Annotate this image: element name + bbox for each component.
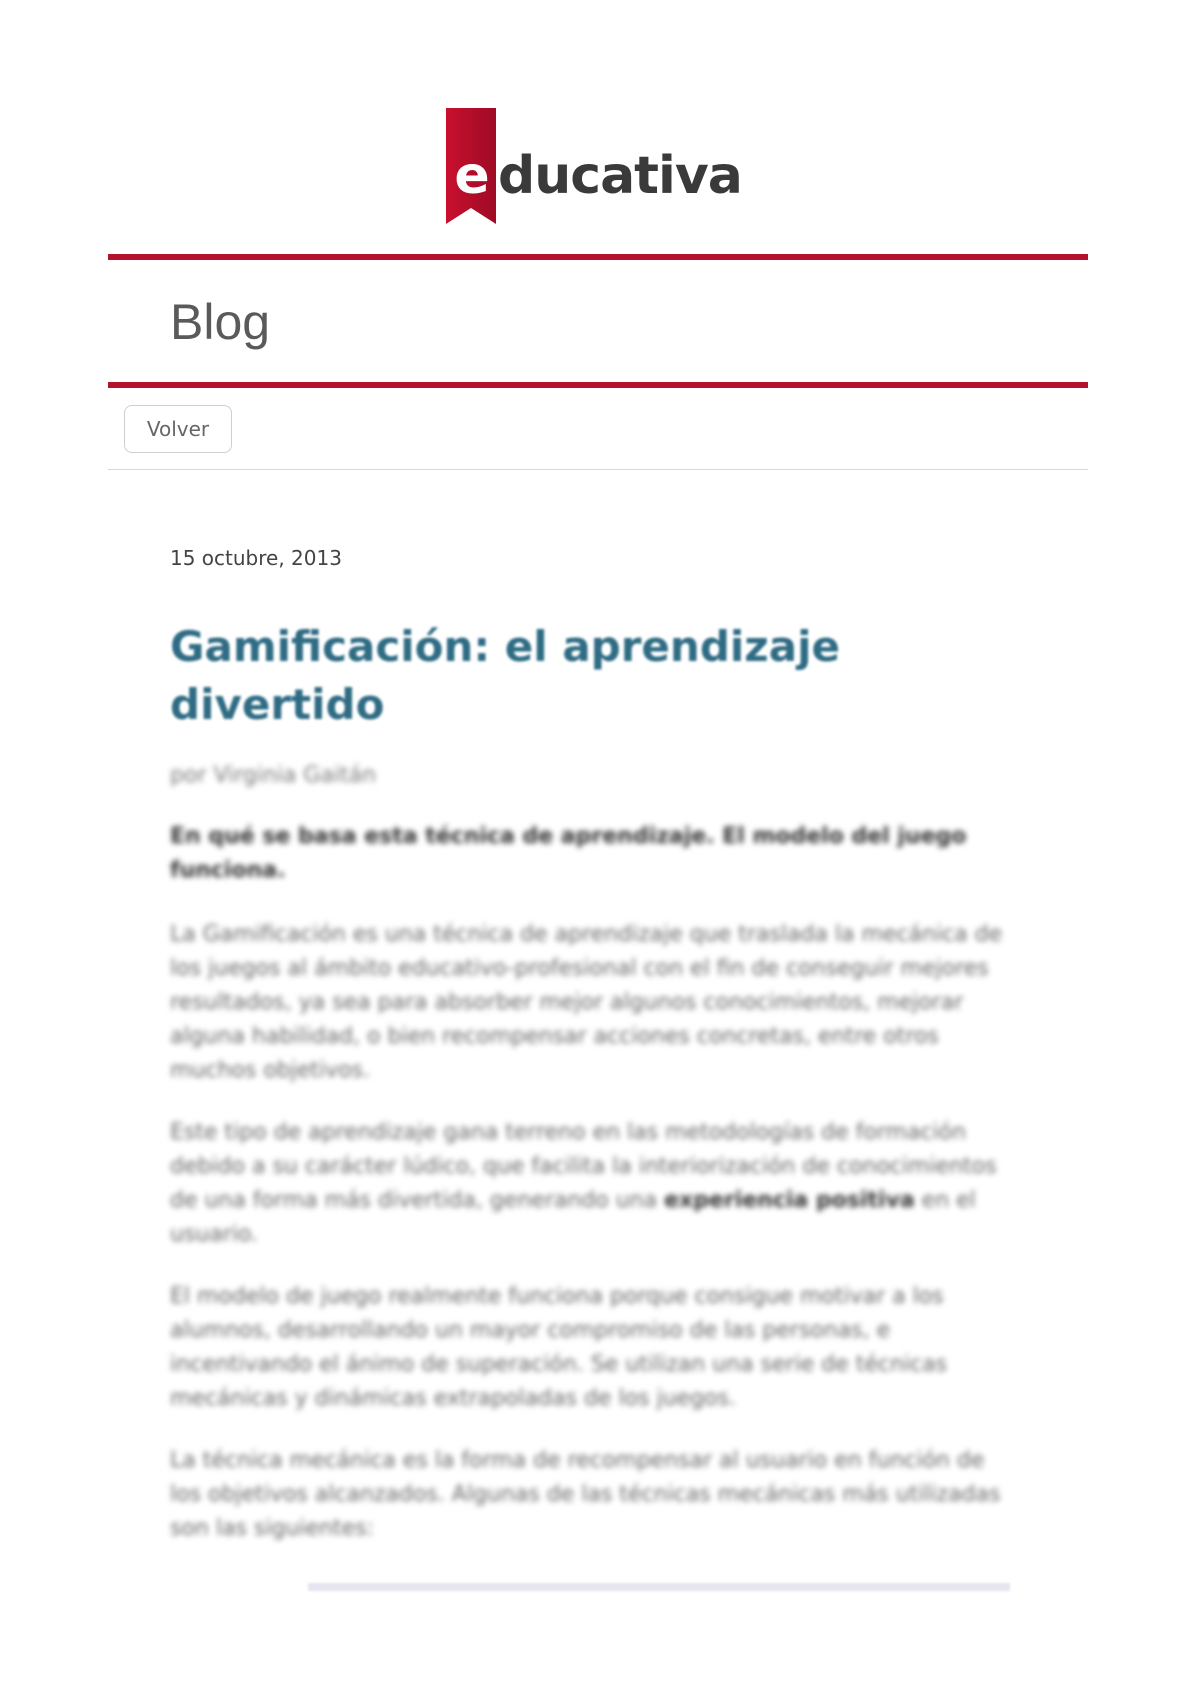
header-divider-top: [108, 254, 1088, 260]
header-divider-bottom: [108, 382, 1088, 388]
back-button[interactable]: Volver: [124, 405, 232, 453]
paragraph-2-start: Este tipo de aprendizaje gana terreno en las metodologías de formación debido a su carácter lúdico, que facilita la interiorización de conocimientos de una forma más divertida, generando una: [170, 1120, 997, 1213]
toolbar-divider: [108, 469, 1088, 470]
paragraph-2-highlight: experiencia positiva: [664, 1188, 915, 1213]
paragraph-1: La Gamificación es una técnica de aprendizaje que traslada la mecánica de los juegos al ámbito educativo-profesional con el fin de conseguir mejores resultados, ya sea para absorber mejor algunos conocimientos, mejorar alguna habilidad, o bien recompensar acciones concretas, entre otros muchos objetivos.: [170, 922, 1003, 1083]
section-title: Blog: [170, 294, 271, 350]
post-lead: En qué se basa esta técnica de aprendizaje. El modelo del juego funciona.: [170, 824, 967, 883]
logo-wordmark: ducativa: [498, 146, 742, 206]
paragraph-2: [170, 1116, 1010, 1252]
article-body: [170, 762, 1010, 1574]
paragraph-4: La técnica mecánica es la forma de recompensar al usuario en función de los objetivos alcanzados. Algunas de las técnicas mecánicas más utilizadas son las siguientes:: [170, 1448, 1001, 1541]
post-byline: por Virginia Gaitán: [170, 763, 377, 788]
educativa-logo: [446, 108, 766, 224]
paragraph-2-end: en el usuario.: [170, 1188, 976, 1247]
paragraph-3: El modelo de juego realmente funciona porque consigue motivar a los alumnos, desarrollando un mayor compromiso de las personas, e incentivando el ánimo de superación. Se utilizan una serie de técnicas mecánicas y dinámicas extrapoladas de los juegos.: [170, 1284, 948, 1411]
content-bottom-bar: [308, 1583, 1010, 1591]
post-date: 15 octubre, 2013: [170, 546, 342, 570]
logo-initial: e: [454, 146, 490, 206]
post-title: Gamificación: el aprendizaje divertido: [170, 622, 840, 729]
